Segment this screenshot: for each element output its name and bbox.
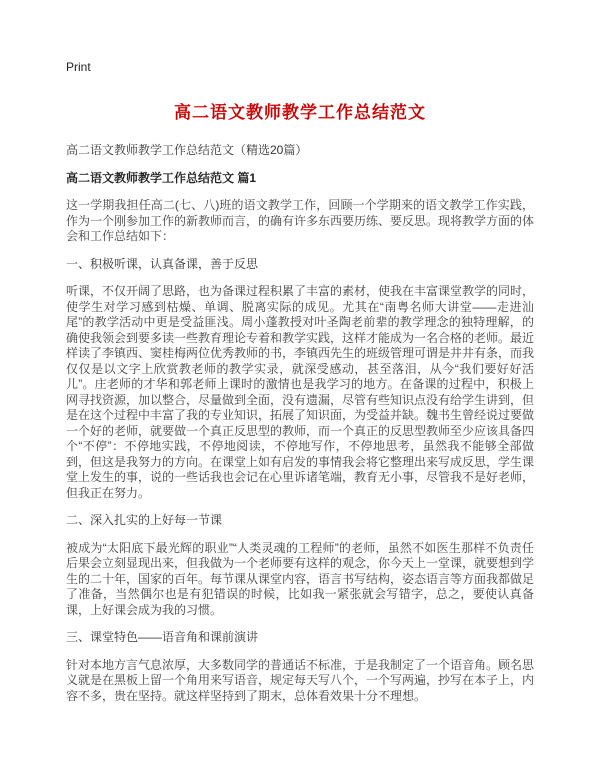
section-2-paragraph: 被成为“太阳底下最光辉的职业”“人类灵魂的工程师”的老师，虽然不如医生那样不负责任后果会立刻显现出来，但我做为一个老师要有这样的观念，你今天上一堂课，就要想到学生的二十年，国家的百年。每节课从课堂内容，语言书写结构，姿态语言等方面我都做足了准备，当然偶尔也是有犯错误的时候，比如我一紧张就会写错字，总之，要使认真备课，上好课会成为我的习惯。 — [66, 540, 535, 617]
piece-1-title: 高二语文教师教学工作总结范文 篇1 — [66, 170, 257, 185]
section-1-heading: 一、积极听课，认真备课，善于反思 — [66, 256, 259, 271]
article-subtitle: 高二语文教师教学工作总结范文（精选20篇） — [66, 143, 308, 157]
section-3-heading: 三、课堂特色——语音角和课前演讲 — [66, 630, 259, 644]
intro-paragraph: 这一学期我担任高二(七、八)班的语文教学工作，回顾一个学期来的语文教学工作实践，作为一个刚参加工作的新教师而言，的确有许多东西要历练、要反思。现将教学方面的体会和工作总结如下： — [66, 198, 535, 243]
print-button[interactable]: Print — [66, 60, 91, 74]
page-title: 高二语文教师教学工作总结范文 — [174, 103, 426, 122]
section-1-paragraph: 听课，不仅开阔了思路，也为备课过程积累了丰富的素材，使我在丰富课堂教学的同时，使学生对学习感到枯燥、单调、脱离实际的成见。尤其在“南粤名师大讲堂——走进汕尾”的教学活动中更是受益匪浅。周小蓬教授对叶圣陶老前辈的教学理念的独特理解，的确使我领会到要多读一些教育理论专着和教学实践，这样才能成为一名合格的老师。最近样读了李镇西、窦桂梅两位优秀教师的书，李镇西先生的班级管理可谓是井井有条，而我仅仅是以文字上欣赏教老师的教学实录，就深受感动，甚至落泪，从今“我们要好好活儿”。庄老师的才华和郭老师上课时的激情也是我学习的地方。在备课的过程中，积极上网寻找资源，加以整合，尽量做到全面，没有遗漏，尽管有些知识点没有给学生讲到，但是在这个过程中丰富了我的专业知识，拓展了知识面，为受益并缺。魏书生曾经说过要做一个好的老师，就要做一个真正反思型的教师，而一个真正的反思型教师至少应该具备四个“不停”：不停地实践，不停地阅读，不停地写作，不停地思考，虽然我不能够全部做到，但这是我努力的方向。在课堂上如有启发的事情我会将它整理出来写成反思，学生课堂上发生的事，说的一些话我也会记在心里诉诸笔端，教育无小事，尽管我不是好老师，但我正在努力。 — [66, 284, 535, 500]
section-3-paragraph: 针对本地方言气息浓厚，大多数同学的普通话不标准，于是我制定了一个语音角。顾名思义就是在黑板上留一个角用来写语音，规定每天写八个，一个写两遍，抄写在本子上，内容不多，贵在坚持。就这样坚持到了期末，总体看效果十分不理想。 — [66, 657, 535, 703]
section-2-heading: 二、深入扎实的上好每一节课 — [66, 513, 223, 527]
